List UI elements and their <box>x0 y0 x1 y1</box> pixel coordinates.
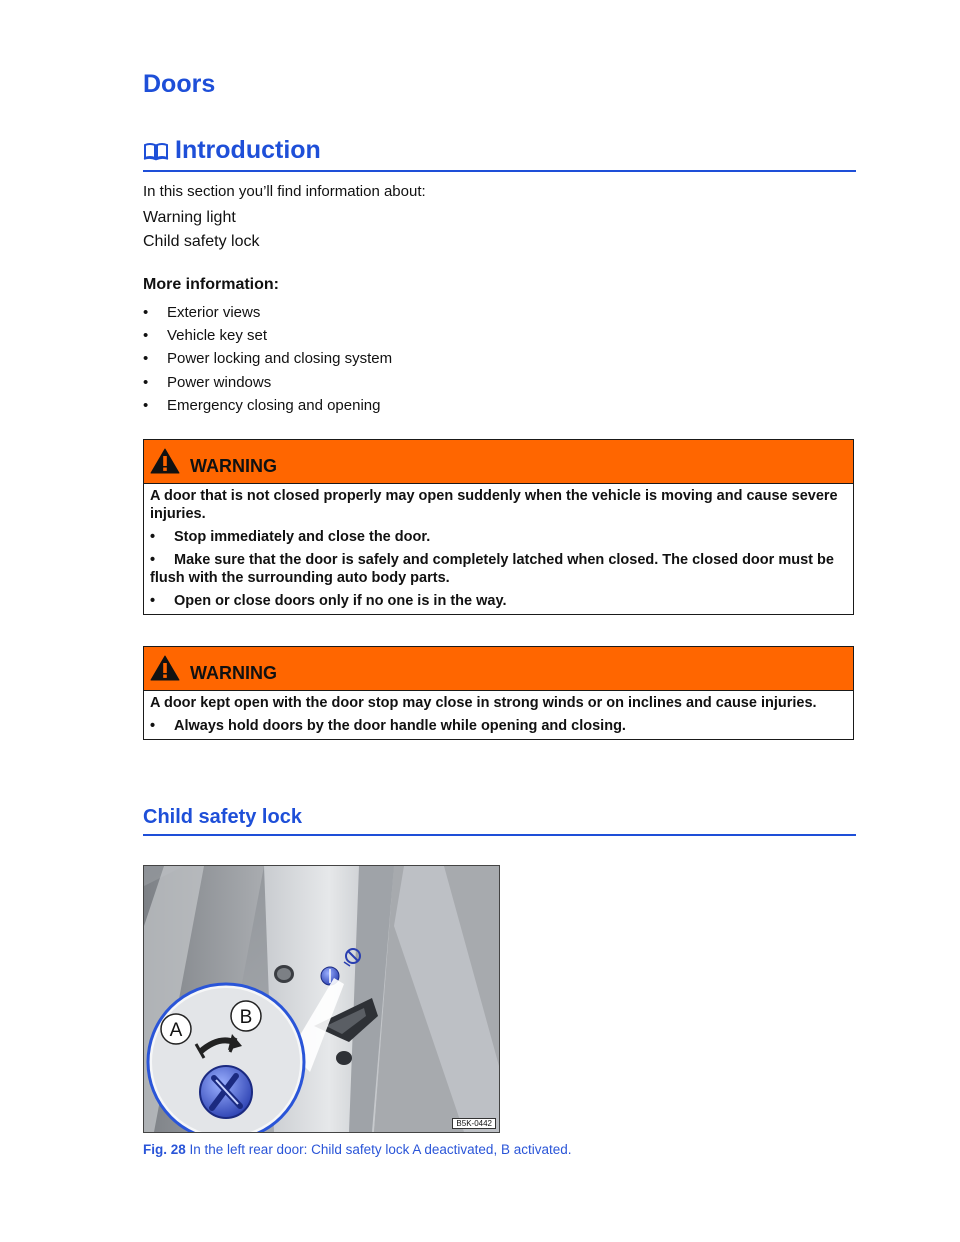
warning-item: • Stop immediately and close the door. <box>150 529 431 545</box>
caption-text: In the left rear door: Child safety lock A deactivated, B activated. <box>185 1142 572 1157</box>
topic-link-warning-light[interactable]: Warning light <box>143 209 236 226</box>
more-info-item-label: Exterior views <box>167 304 261 321</box>
topic-link-child-safety-lock[interactable]: Child safety lock <box>143 233 260 250</box>
more-info-item[interactable] <box>143 350 392 367</box>
figure-label-a: A <box>169 1020 183 1041</box>
warning-body <box>144 484 853 614</box>
child-lock-heading: Child safety lock <box>143 806 302 828</box>
bullet: • <box>143 327 149 344</box>
intro-heading-text: Introduction <box>175 136 321 164</box>
child-lock-heading-bar <box>143 806 856 836</box>
caption-label: Fig. 28 <box>143 1142 186 1157</box>
warning-triangle-icon <box>150 448 180 474</box>
child-lock-figure <box>143 865 500 1133</box>
bullet: • <box>143 350 149 367</box>
bullet: • <box>143 397 149 414</box>
warning-triangle-icon <box>150 655 180 681</box>
more-info-item[interactable] <box>143 397 380 414</box>
warning-body <box>144 691 853 739</box>
bullet: • <box>143 374 149 391</box>
intro-text: In this section you’ll find information about: <box>143 183 426 200</box>
warning-title: WARNING <box>190 456 277 476</box>
warning-text: A door that is not closed properly may open suddenly when the vehicle is moving and cause severe injuries. <box>150 488 838 522</box>
warning-text: A door kept open with the door stop may close in strong winds or on inclines and cause injuries. <box>150 695 817 711</box>
warning-item-text: Make sure that the door is safely and completely latched when closed. The closed door must be flush with the surrounding auto body parts. <box>150 552 834 586</box>
more-info-item-label: Power locking and closing system <box>167 350 393 367</box>
warning-item-text: Stop immediately and close the door. <box>174 529 431 545</box>
book-icon <box>143 141 169 161</box>
more-info-item[interactable] <box>143 327 267 344</box>
warning-header <box>144 647 853 691</box>
figure-code: B5K-0442 <box>452 1118 496 1129</box>
warning-box-2 <box>143 646 854 740</box>
figure-caption <box>143 1142 571 1157</box>
intro-heading <box>143 136 856 165</box>
warning-item: • Always hold doors by the door handle while opening and closing. <box>150 718 626 734</box>
page-title: Doors <box>143 70 216 98</box>
intro-heading-bar <box>143 136 856 172</box>
more-info-item-label: Emergency closing and opening <box>167 397 381 414</box>
more-info-title: More information: <box>143 276 279 293</box>
more-info-item-label: Vehicle key set <box>167 327 268 344</box>
more-info-item[interactable] <box>143 374 271 391</box>
more-info-item[interactable] <box>143 304 260 321</box>
warning-header <box>144 440 853 484</box>
warning-title: WARNING <box>190 663 277 683</box>
warning-item-text: Always hold doors by the door handle while opening and closing. <box>174 718 626 734</box>
door-illustration <box>144 866 499 1132</box>
more-info-item-label: Power windows <box>167 374 272 391</box>
warning-item: • Open or close doors only if no one is in the way. <box>150 593 507 609</box>
warning-item-text: Open or close doors only if no one is in the way. <box>174 593 507 609</box>
warning-item: • Make sure that the door is safely and completely latched when closed. The closed door must be flush with the surrounding auto body parts. <box>150 552 834 586</box>
bullet: • <box>143 304 149 321</box>
warning-box-1 <box>143 439 854 615</box>
figure-label-b: B <box>239 1007 253 1028</box>
